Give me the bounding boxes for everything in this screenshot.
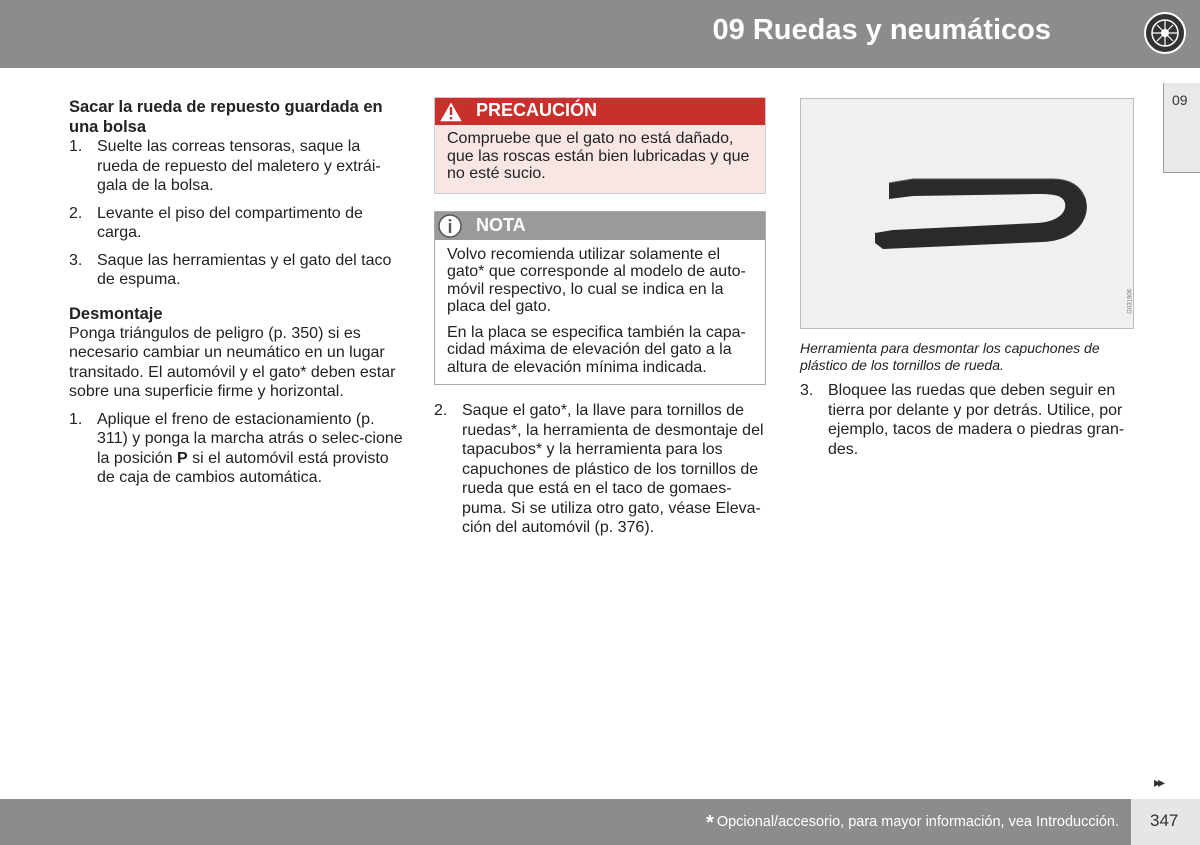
note-body: [435, 240, 765, 385]
footer-bar: [0, 799, 1131, 845]
warning-label: PRECAUCIÓN: [476, 100, 598, 120]
list-item: 1. Aplique el freno de estacionamiento (p. 311) y ponga la marcha atrás o selec-cione la posición P si el automóvil está provisto de caja de cambios automática.: [69, 410, 403, 486]
note-paragraph: Volvo recomienda utilizar solamente el gato* que corresponde al modelo de auto-móvil respectivo, lo cual se indica en la placa del gato.: [447, 245, 746, 315]
column-1: [69, 97, 404, 496]
note-label: NOTA: [476, 214, 526, 235]
list-item: 2. Levante el piso del compartimento de carga.: [69, 204, 363, 241]
steps-list: [69, 410, 404, 488]
warning-header: [435, 98, 765, 125]
page-number: 347: [1150, 811, 1179, 830]
warning-text: Compruebe que el gato no está dañado, que las roscas están bien lubricadas y que no esté sucio.: [435, 125, 765, 193]
chapter-side-tab: [1163, 83, 1200, 173]
footer-note: [706, 812, 1119, 835]
warning-triangle-icon: [438, 100, 464, 123]
info-icon: [437, 213, 463, 239]
column-3: [800, 98, 1134, 467]
tool-figure: [800, 98, 1134, 329]
figure-code: G031906: [1128, 289, 1134, 314]
note-paragraph: En la placa se especifica también la capa-cidad máxima de elevación del gato a la altura de elevación mínima indicada.: [447, 323, 746, 376]
footer-asterisk: *: [706, 812, 714, 834]
paragraph: Ponga triángulos de peligro (p. 350) si es necesario cambiar un neumático en un lugar transitado. El automóvil y el gato* deben estar sobre una superficie firme y horizontal.: [69, 324, 396, 400]
tire-icon: [1143, 11, 1187, 55]
section-heading: Sacar la rueda de repuesto guardada en una bolsa: [69, 98, 383, 136]
side-tab-label: 09: [1172, 92, 1188, 108]
next-page-icon: ▸▸: [1154, 774, 1163, 790]
list-item: 3. Bloquee las ruedas que deben seguir en tierra por delante y por detrás. Utilice, por ejemplo, tacos de madera o piedras gran-des.: [800, 382, 1125, 458]
cap-removal-tool-illustration: [801, 99, 1133, 328]
section-heading: Desmontaje: [69, 304, 163, 323]
column-2: [434, 97, 766, 546]
warning-box: [434, 97, 766, 194]
note-header: [435, 212, 765, 240]
note-box: [434, 211, 766, 386]
header-bar: [0, 0, 1131, 68]
figure-caption: Herramienta para desmontar los capuchones de plástico de los tornillos de rueda.: [800, 340, 1100, 373]
chapter-icon-box: [1131, 0, 1200, 68]
page-number-box: [1131, 799, 1200, 845]
list-item: 3. Saque las herramientas y el gato del taco de espuma.: [69, 251, 392, 288]
steps-list: [434, 401, 766, 538]
list-item: 2. Saque el gato*, la llave para tornillos de ruedas*, la herramienta de desmontaje del tapacubos* y la herramienta para los capuchones de plástico de los tornillos de rueda que está en el taco de gomaes-puma. Si se utiliza otro gato, véase Eleva-ción del automóvil (p. 376).: [434, 402, 764, 536]
footer-note-text: Opcional/accesorio, para mayor información, vea Introducción.: [716, 814, 1119, 830]
steps-list: [69, 137, 404, 290]
list-item: 1. Suelte las correas tensoras, saque la rueda de repuesto del maletero y extrái-gala de la bolsa.: [69, 138, 381, 194]
chapter-title: 09 Ruedas y neumáticos: [712, 14, 1051, 46]
steps-list: [800, 381, 1134, 459]
